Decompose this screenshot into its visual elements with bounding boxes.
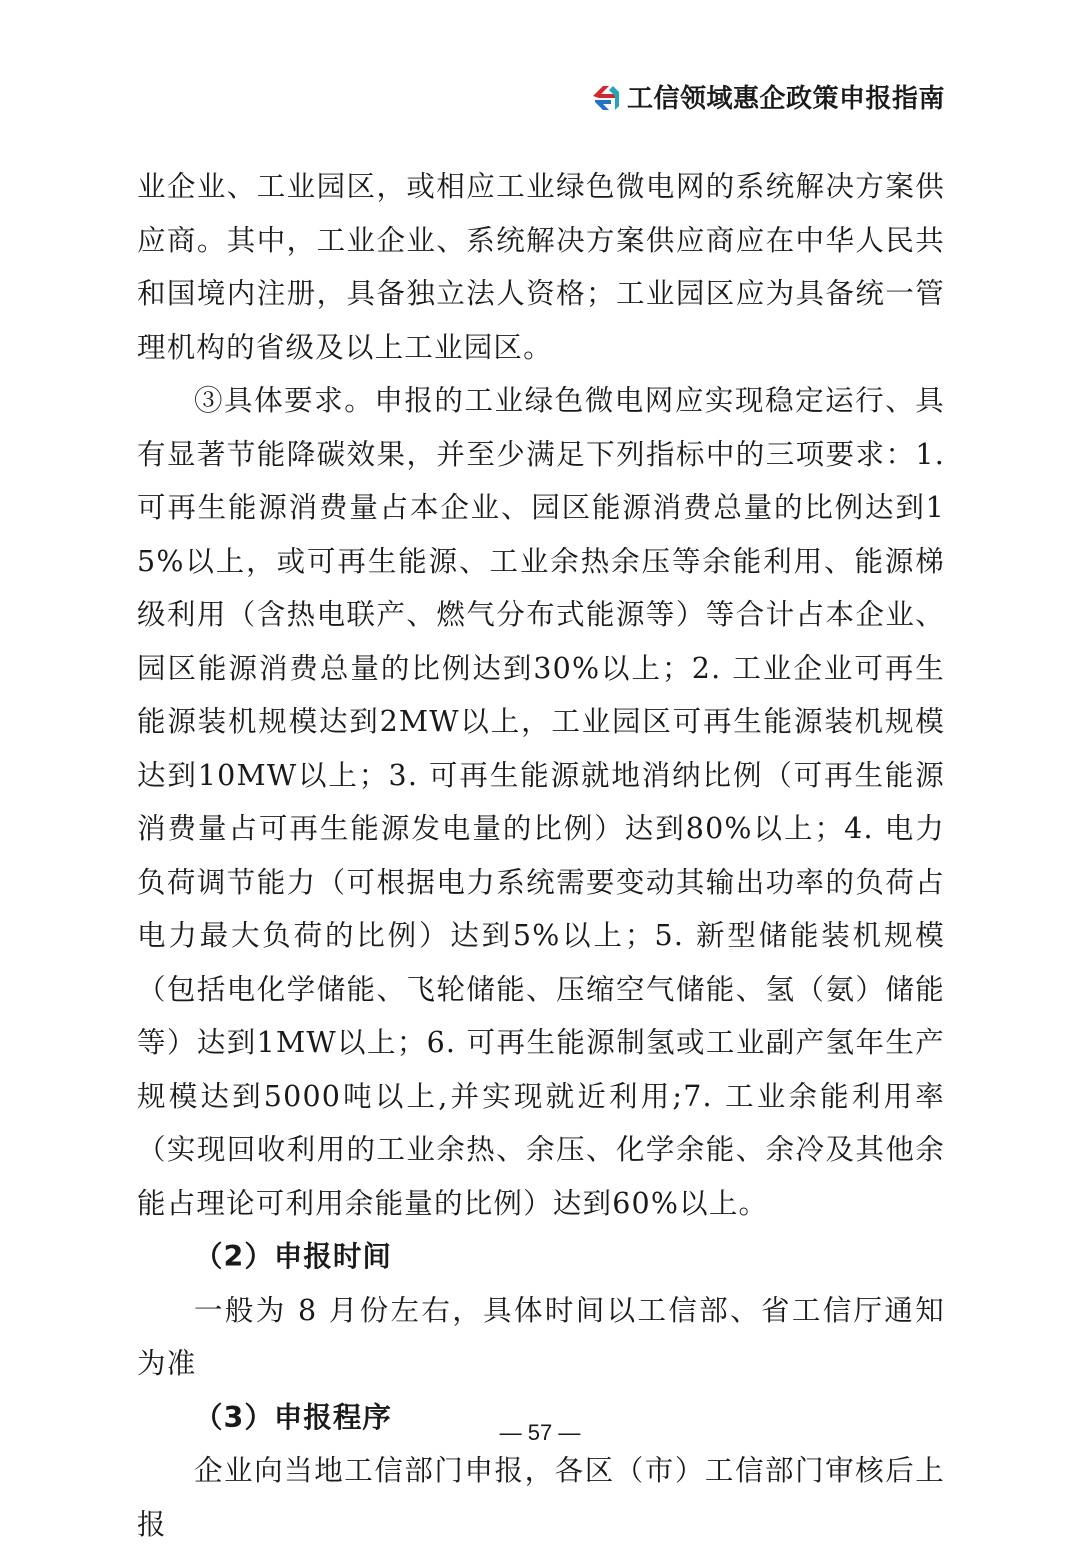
page-header [589,76,945,116]
section-heading-application-time: （2）申报时间 [194,1240,392,1273]
paragraph-application-procedure: 企业向当地工信部门申报，各区（市）工信部门审核后上报 [137,1454,945,1541]
paragraph-requirements: ③具体要求。申报的工业绿色微电网应实现稳定运行、具有显著节能降碳效果，并至少满足下列指标中的三项要求：1. 可再生能源消费量占本企业、园区能源消费总量的比例达到15%以上，或可再生能源、工业余热余压等余能利用、能源梯级利用（含热电联产、燃气分布式能源等）等合计占本企业、园区能源消费总量的比例达到30%以上；2. 工业企业可再生能源装机规模达到2MW以上，工业园区可再生能源装机规模达到10MW以上；3. 可再生能源就地消纳比例（可再生能源消费量占可再生能源发电量的比例）达到80%以上；4. 电力负荷调节能力（可根据电力系统需要变动其输出功率的负荷占电力最大负荷的比例）达到5%以上；5. 新型储能装机规模（包括电化学储能、飞轮储能、压缩空气储能、氢（氨）储能等）达到1MW以上；6. 可再生能源制氢或工业副产氢年生产规模达到5000吨以上,并实现就近利用;7. 工业余能利用率（实现回收利用的工业余热、余压、化学余能、余冷及其他余能占理论可利用余能量的比例）达到60%以上。 [137,384,945,1220]
page-number: — 57 — [499,1420,581,1445]
header-title: 工信领域惠企政策申报指南 [626,83,945,114]
section-heading-application-procedure: （3）申报程序 [194,1400,392,1434]
document-body [137,160,945,1551]
paragraph-application-time: 一般为 8 月份左右，具体时间以工信部、省工信厅通知为准 [137,1293,945,1380]
logo-icon [589,80,621,112]
paragraph-eligibility: 业企业、工业园区，或相应工业绿色微电网的系统解决方案供应商。其中，工业企业、系统解决方案供应商应在中华人民共和国境内注册，具备独立法人资格；工业园区应为具备统一管理机构的省级及以上工业园区。 [137,170,945,364]
